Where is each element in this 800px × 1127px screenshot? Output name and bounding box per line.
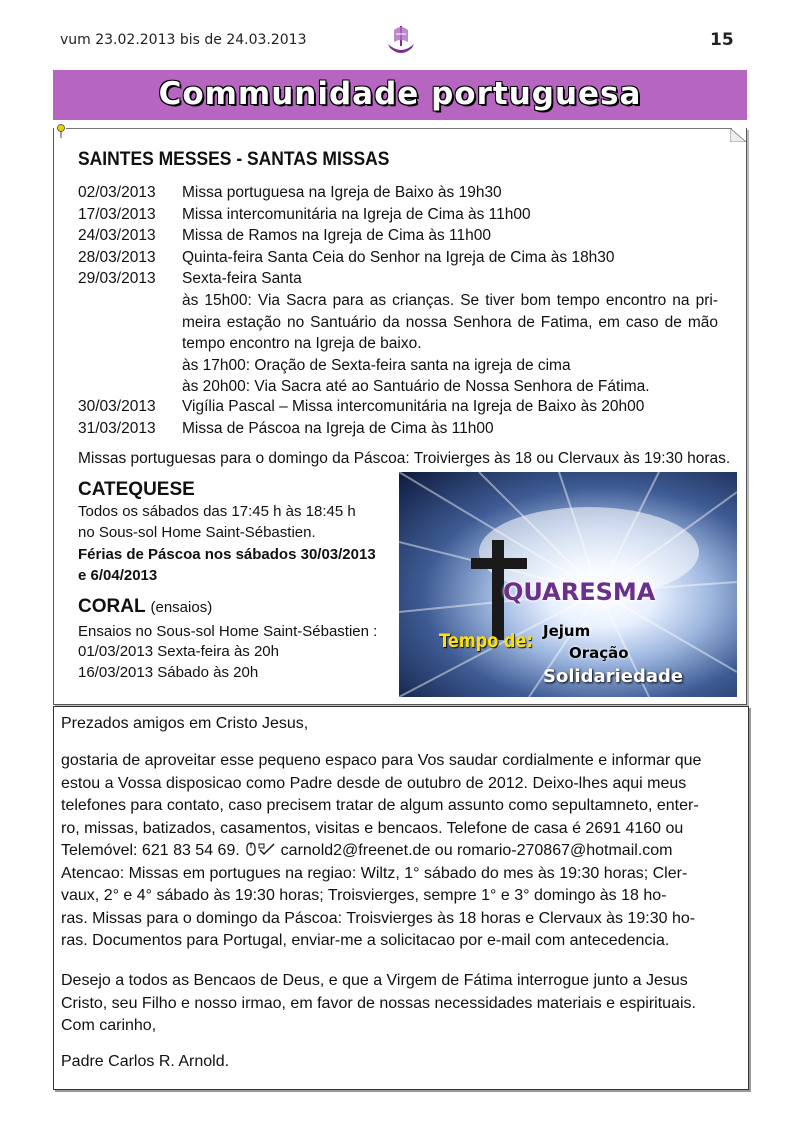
page-curl-icon <box>730 128 746 142</box>
mass-text: Missa de Ramos na Igreja de Cima às 11h00 <box>182 227 492 244</box>
parish-logo-icon <box>384 22 418 58</box>
mass-date: 02/03/2013 <box>78 184 156 201</box>
good-friday-schedule <box>182 290 718 398</box>
page-number: 15 <box>710 30 734 50</box>
coral-subtitle: (ensaios) <box>150 599 213 616</box>
mass-text: Missa portuguesa na Igreja de Baixo às 19h30 <box>182 184 502 201</box>
letter-signature: Padre Carlos R. Arnold. <box>61 1053 230 1070</box>
letter-line: Desejo a todos as Bencaos de Deus, e que a Virgem de Fátima interrogue junto a Jesus <box>61 972 688 989</box>
mouse-icon <box>244 842 258 856</box>
image-word-3: Solidariedade <box>543 666 684 687</box>
mass-text: Quinta-feira Santa Ceia do Senhor na Igreja de Cima às 18h30 <box>182 248 615 266</box>
pushpin-icon <box>56 124 66 138</box>
image-word-2: Oração <box>569 644 629 662</box>
header-date-range: vum 23.02.2013 bis de 24.03.2013 <box>60 32 307 48</box>
schedule-line: meira estação no Santuário da nossa Senhora de Fatima, em caso de mão <box>182 313 718 331</box>
box-top-border <box>66 128 732 129</box>
schedule-line: às 20h00: Via Sacra até ao Santuário de Nossa Senhora de Fátima. <box>182 378 650 395</box>
easter-note: Missas portuguesas para o domingo da Páscoa: Troivierges às 18 ou Clervaux às 19:30 horas. <box>78 450 731 467</box>
letter-greeting: Prezados amigos em Cristo Jesus, <box>61 715 309 732</box>
phone-text: Telemóvel: 621 83 54 69. <box>61 842 245 859</box>
catequese-holiday: e 6/04/2013 <box>78 567 158 584</box>
coral-title-text: CORAL <box>78 596 146 617</box>
mass-text: Missa de Páscoa na Igreja de Cima às 11h00 <box>182 419 494 437</box>
coral-line: 16/03/2013 Sábado às 20h <box>78 664 259 681</box>
image-label: Tempo de: <box>439 630 533 652</box>
image-title: QUARESMA <box>503 578 656 606</box>
letter-line: Cristo, seu Filho e nosso irmao, em favor de nossas necessidades materiais e espirituais. <box>61 994 696 1012</box>
catequese-line: Todos os sábados das 17:45 h às 18:45 h <box>78 503 356 520</box>
schedule-line: às 17h00: Oração de Sexta-feira santa na igreja de cima <box>182 356 571 374</box>
mass-text: Sexta-feira Santa <box>182 270 302 287</box>
coral-line: 01/03/2013 Sexta-feira às 20h <box>78 643 279 660</box>
letter-line: ras. Documentos para Portugal, enviar-me a solicitacao por e-mail com antecedencia. <box>61 932 670 949</box>
mass-date: 28/03/2013 <box>78 248 156 266</box>
mass-text: Vigília Pascal – Missa intercomunitária na Igreja de Baixo às 20h00 <box>182 398 645 415</box>
image-word-1: Jejum <box>543 622 591 640</box>
letter-line: ras. Missas para o domingo da Páscoa: Troisvierges às 18 horas e Clervaux às 19:30 ho- <box>61 909 696 927</box>
catequese-title: CATEQUESE <box>78 479 195 500</box>
email-hand-icon <box>258 842 276 856</box>
letter-line-contact <box>61 840 733 863</box>
letter-line: Com carinho, <box>61 1017 157 1034</box>
mass-text: Missa intercomunitária na Igreja de Cima às 11h00 <box>182 205 531 223</box>
email-addresses[interactable]: carnold2@freenet.de ou romario-270867@hotmail.com <box>276 842 673 859</box>
quaresma-image <box>399 472 737 697</box>
letter-line: vaux, 2° e 4° sábado às 19:30 horas; Troisvierges, sempre 1° e 3° domingo às 18 ho- <box>61 887 667 904</box>
letter-paragraph-1 <box>61 750 733 953</box>
letter-line: estou a Vossa disposicao como Padre desde de outubro de 2012. Deixo-lhes aqui meus <box>61 774 687 792</box>
schedule-line: às 15h00: Via Sacra para as crianças. Se tiver bom tempo encontro na pri- <box>182 292 718 309</box>
mass-date: 24/03/2013 <box>78 227 156 244</box>
catequese-holiday: Férias de Páscoa nos sábados 30/03/2013 <box>78 546 376 563</box>
coral-line: Ensaios no Sous-sol Home Saint-Sébastien : <box>78 623 378 640</box>
mass-date: 29/03/2013 <box>78 270 156 287</box>
mass-date: 31/03/2013 <box>78 419 156 437</box>
section-banner <box>53 70 747 120</box>
catequese-line: no Sous-sol Home Saint-Sébastien. <box>78 524 316 541</box>
masses-title: SAINTES MESSES - SANTAS MISSAS <box>78 149 390 170</box>
mass-date: 17/03/2013 <box>78 205 156 223</box>
mass-date: 30/03/2013 <box>78 398 156 415</box>
letter-line: telefones para contato, caso precisem tratar de algum assunto como sepultamneto, enter- <box>61 797 699 814</box>
letter-line: Atencao: Missas em portugues na regiao: Wiltz, 1° sábado do mes às 19:30 horas; Cler- <box>61 864 688 882</box>
letter-line: ro, missas, batizados, casamentos, visitas e bencaos. Telefone de casa é 2691 4160 ou <box>61 819 684 837</box>
schedule-line: tempo encontro na Igreja de baixo. <box>182 335 422 352</box>
banner-title: Communidade portuguesa <box>158 76 642 112</box>
letter-paragraph-2 <box>61 970 733 1038</box>
letter-line: gostaria de aproveitar esse pequeno espaco para Vos saudar cordialmente e informar que <box>61 752 702 769</box>
coral-title <box>78 596 212 618</box>
